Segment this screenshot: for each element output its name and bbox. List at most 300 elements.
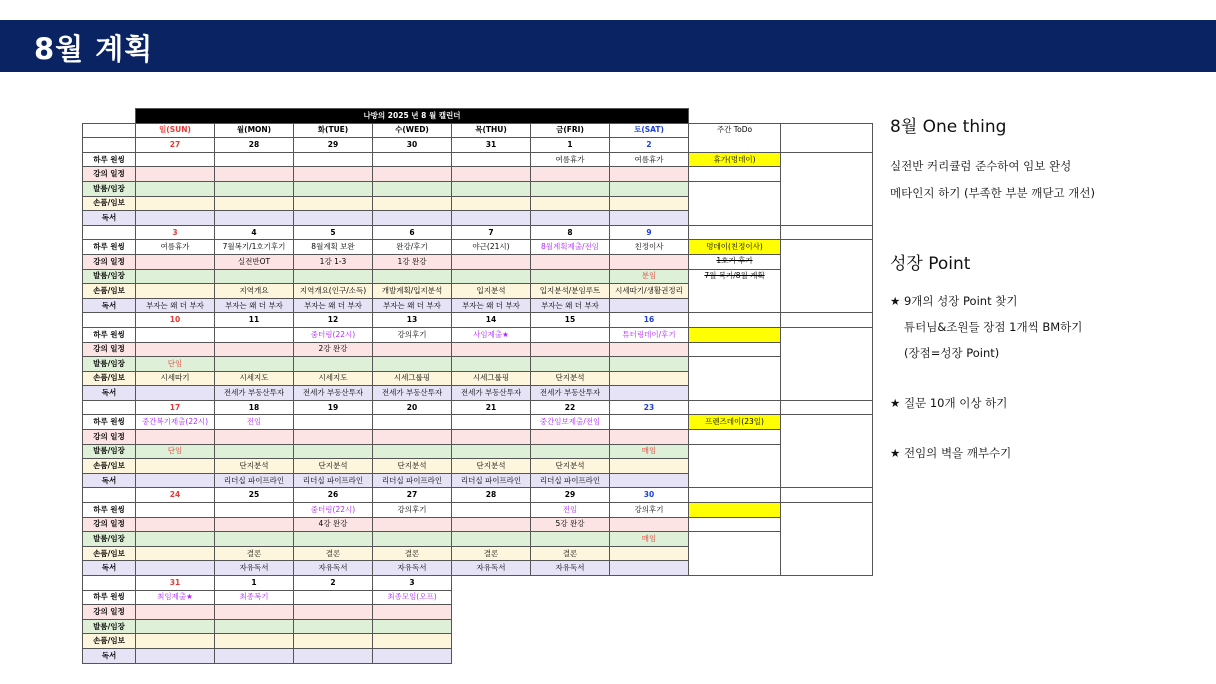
row-label: 발룸/임장 bbox=[83, 619, 136, 634]
day-number: 23 bbox=[610, 400, 689, 415]
empty-cell bbox=[689, 619, 781, 634]
event-cell: 여름휴가 bbox=[136, 240, 215, 255]
event-cell: 8월계획 보완 bbox=[294, 240, 373, 255]
event-cell: 부자는 왜 더 부자 bbox=[452, 298, 531, 313]
event-cell: 전임 bbox=[215, 415, 294, 430]
day-number: 6 bbox=[373, 225, 452, 240]
event-cell bbox=[531, 357, 610, 372]
event-cell: 단지분석 bbox=[373, 459, 452, 474]
event-cell bbox=[294, 357, 373, 372]
todo-cell bbox=[689, 225, 781, 240]
event-cell bbox=[531, 254, 610, 269]
event-cell bbox=[136, 473, 215, 488]
event-cell bbox=[452, 196, 531, 211]
weekday-header: 화(TUE) bbox=[294, 123, 373, 138]
event-cell bbox=[452, 444, 531, 459]
event-cell: 전세가 부동산투자 bbox=[373, 386, 452, 401]
event-cell bbox=[294, 634, 373, 649]
event-cell bbox=[136, 459, 215, 474]
event-cell bbox=[610, 167, 689, 182]
todo-extra bbox=[781, 327, 873, 400]
day-number: 2 bbox=[294, 576, 373, 591]
event-cell: 튜터링데이/후기 bbox=[610, 327, 689, 342]
event-cell bbox=[215, 342, 294, 357]
todo-cell: 휴가(멍데이) bbox=[689, 152, 781, 167]
day-number: 29 bbox=[531, 488, 610, 503]
day-number: 5 bbox=[294, 225, 373, 240]
event-cell bbox=[373, 415, 452, 430]
event-cell bbox=[373, 269, 452, 284]
todo-extra bbox=[781, 415, 873, 488]
day-number: 24 bbox=[136, 488, 215, 503]
empty-cell bbox=[452, 590, 531, 605]
corner-cell bbox=[83, 488, 136, 503]
event-cell bbox=[610, 357, 689, 372]
todo-cell bbox=[689, 430, 781, 445]
empty-cell bbox=[610, 619, 689, 634]
day-number: 20 bbox=[373, 400, 452, 415]
event-cell bbox=[136, 284, 215, 299]
empty-cell bbox=[689, 576, 781, 591]
event-cell bbox=[610, 298, 689, 313]
event-cell: 시세따기/생활권정리 bbox=[610, 284, 689, 299]
day-number: 27 bbox=[136, 138, 215, 153]
event-cell: 중간임보제출/전임 bbox=[531, 415, 610, 430]
todo-cell bbox=[689, 444, 781, 488]
event-cell bbox=[215, 605, 294, 620]
growth-line: ★ 9개의 성장 Point 찾기 bbox=[890, 294, 1018, 308]
event-cell bbox=[136, 517, 215, 532]
growth-title: 성장 Point bbox=[890, 254, 971, 274]
event-cell bbox=[294, 415, 373, 430]
day-number: 17 bbox=[136, 400, 215, 415]
event-cell bbox=[610, 546, 689, 561]
weekday-header: 목(THU) bbox=[452, 123, 531, 138]
empty-cell bbox=[531, 648, 610, 663]
event-cell: 완강/후기 bbox=[373, 240, 452, 255]
event-cell bbox=[610, 415, 689, 430]
event-cell: 자유독서 bbox=[531, 561, 610, 576]
event-cell bbox=[531, 167, 610, 182]
empty-cell bbox=[610, 576, 689, 591]
todo-cell: 멍데이(친정이사) bbox=[689, 240, 781, 255]
event-cell: 지역개요 bbox=[215, 284, 294, 299]
event-cell bbox=[294, 430, 373, 445]
row-label: 강의 일정 bbox=[83, 254, 136, 269]
todo-extra bbox=[781, 225, 873, 240]
event-cell bbox=[610, 196, 689, 211]
day-number: 22 bbox=[531, 400, 610, 415]
event-cell bbox=[294, 196, 373, 211]
empty-cell bbox=[689, 605, 781, 620]
empty-cell bbox=[452, 634, 531, 649]
row-label: 손품/임보 bbox=[83, 634, 136, 649]
day-number: 31 bbox=[452, 138, 531, 153]
event-cell: 시세따기 bbox=[136, 371, 215, 386]
event-cell: 전세가 부동산투자 bbox=[452, 386, 531, 401]
event-cell: 자유독서 bbox=[373, 561, 452, 576]
event-cell bbox=[215, 357, 294, 372]
todo-extra bbox=[781, 240, 873, 313]
event-cell: 중간복기제출(22시) bbox=[136, 415, 215, 430]
event-cell bbox=[610, 211, 689, 226]
event-cell: 리더십 파이프라인 bbox=[215, 473, 294, 488]
event-cell: 사임제출★ bbox=[452, 327, 531, 342]
event-cell bbox=[136, 503, 215, 518]
day-number: 4 bbox=[215, 225, 294, 240]
event-cell bbox=[373, 152, 452, 167]
event-cell bbox=[215, 444, 294, 459]
event-cell: 부자는 왜 더 부자 bbox=[373, 298, 452, 313]
event-cell bbox=[373, 444, 452, 459]
event-cell bbox=[136, 634, 215, 649]
one-thing-line: 메타인지 하기 (부족한 부분 깨닫고 개선) bbox=[890, 186, 1095, 200]
event-cell bbox=[136, 386, 215, 401]
day-number: 28 bbox=[215, 138, 294, 153]
event-cell bbox=[294, 269, 373, 284]
event-cell bbox=[610, 473, 689, 488]
question-goal: ★ 질문 10개 이상 하기 bbox=[890, 396, 1008, 410]
event-cell bbox=[136, 327, 215, 342]
empty-cell bbox=[781, 590, 873, 605]
event-cell: 입지분석 bbox=[452, 284, 531, 299]
event-cell bbox=[610, 254, 689, 269]
page-header bbox=[0, 20, 1216, 72]
day-number: 10 bbox=[136, 313, 215, 328]
day-number: 13 bbox=[373, 313, 452, 328]
day-number: 26 bbox=[294, 488, 373, 503]
row-label: 독서 bbox=[83, 473, 136, 488]
todo-cell bbox=[689, 488, 781, 503]
event-cell: 전세가 부동산투자 bbox=[531, 386, 610, 401]
event-cell bbox=[531, 444, 610, 459]
event-cell bbox=[294, 619, 373, 634]
empty-cell bbox=[531, 576, 610, 591]
weekday-header: 금(FRI) bbox=[531, 123, 610, 138]
todo-extra bbox=[781, 400, 873, 415]
event-cell bbox=[452, 167, 531, 182]
event-cell bbox=[136, 269, 215, 284]
event-cell bbox=[215, 327, 294, 342]
event-cell: 부자는 왜 더 부자 bbox=[215, 298, 294, 313]
event-cell: 부자는 왜 더 부자 bbox=[294, 298, 373, 313]
event-cell bbox=[215, 648, 294, 663]
day-number: 14 bbox=[452, 313, 531, 328]
day-number: 27 bbox=[373, 488, 452, 503]
event-cell bbox=[373, 167, 452, 182]
event-cell: 여름휴가 bbox=[531, 152, 610, 167]
event-cell: 시세그룹핑 bbox=[373, 371, 452, 386]
event-cell: 결론 bbox=[452, 546, 531, 561]
row-label: 하루 원씽 bbox=[83, 240, 136, 255]
empty-cell bbox=[781, 634, 873, 649]
event-cell: 부자는 왜 더 부자 bbox=[531, 298, 610, 313]
event-cell bbox=[452, 181, 531, 196]
empty-cell bbox=[781, 619, 873, 634]
event-cell: 1강 1-3 bbox=[294, 254, 373, 269]
event-cell: 줌터링(22시) bbox=[294, 503, 373, 518]
event-cell: 전세가 부동산투자 bbox=[215, 386, 294, 401]
event-cell bbox=[373, 634, 452, 649]
row-label: 손품/임보 bbox=[83, 196, 136, 211]
row-label: 발룸/임장 bbox=[83, 444, 136, 459]
event-cell: 개발계획/입지분석 bbox=[373, 284, 452, 299]
empty-cell bbox=[610, 605, 689, 620]
corner-cell bbox=[83, 400, 136, 415]
event-cell: 줌터링(22시) bbox=[294, 327, 373, 342]
row-label: 독서 bbox=[83, 648, 136, 663]
event-cell bbox=[610, 342, 689, 357]
empty-cell bbox=[781, 605, 873, 620]
event-cell bbox=[294, 648, 373, 663]
event-cell: 강의후기 bbox=[610, 503, 689, 518]
empty-cell bbox=[781, 648, 873, 663]
row-label: 하루 원씽 bbox=[83, 590, 136, 605]
event-cell bbox=[452, 342, 531, 357]
event-cell: 매임 bbox=[610, 532, 689, 547]
row-label: 독서 bbox=[83, 386, 136, 401]
event-cell: 단임 bbox=[136, 444, 215, 459]
event-cell bbox=[136, 648, 215, 663]
row-label: 강의 일정 bbox=[83, 342, 136, 357]
event-cell bbox=[294, 211, 373, 226]
event-cell bbox=[610, 371, 689, 386]
event-cell: 입지분석/분임루트 bbox=[531, 284, 610, 299]
event-cell bbox=[136, 167, 215, 182]
event-cell bbox=[452, 152, 531, 167]
event-cell: 단지분석 bbox=[531, 459, 610, 474]
event-cell bbox=[610, 386, 689, 401]
day-number: 25 bbox=[215, 488, 294, 503]
event-cell: 실전반OT bbox=[215, 254, 294, 269]
event-cell bbox=[294, 152, 373, 167]
event-cell bbox=[294, 590, 373, 605]
day-number: 8 bbox=[531, 225, 610, 240]
side-panel bbox=[890, 112, 1095, 461]
row-label: 하루 원씽 bbox=[83, 152, 136, 167]
event-cell bbox=[531, 269, 610, 284]
event-cell bbox=[452, 517, 531, 532]
event-cell: 8월계획제출/전임 bbox=[531, 240, 610, 255]
day-number: 30 bbox=[610, 488, 689, 503]
event-cell: 결론 bbox=[215, 546, 294, 561]
event-cell: 여름휴가 bbox=[610, 152, 689, 167]
todo-cell bbox=[689, 357, 781, 401]
todo-cell bbox=[689, 167, 781, 182]
page-title: 8월 계획 bbox=[34, 32, 154, 66]
one-thing-title: 8월 One thing bbox=[890, 117, 1007, 137]
event-cell bbox=[136, 181, 215, 196]
row-label: 하루 원씽 bbox=[83, 327, 136, 342]
todo-cell bbox=[689, 517, 781, 532]
event-cell bbox=[136, 605, 215, 620]
todo-cell: 프렌즈데이(23일) bbox=[689, 415, 781, 430]
event-cell bbox=[373, 357, 452, 372]
event-cell: 시세지도 bbox=[215, 371, 294, 386]
day-number: 3 bbox=[136, 225, 215, 240]
weekday-header: 수(WED) bbox=[373, 123, 452, 138]
event-cell: 리더십 파이프라인 bbox=[452, 473, 531, 488]
row-label: 하루 원씽 bbox=[83, 503, 136, 518]
wall-goal: ★ 전임의 벽을 깨부수기 bbox=[890, 446, 1012, 460]
event-cell: 단임 bbox=[136, 357, 215, 372]
event-cell bbox=[136, 546, 215, 561]
day-number: 2 bbox=[610, 138, 689, 153]
event-cell bbox=[373, 605, 452, 620]
empty-cell bbox=[452, 605, 531, 620]
event-cell: 4강 완강 bbox=[294, 517, 373, 532]
event-cell: 단지분석 bbox=[452, 459, 531, 474]
row-label: 손품/임보 bbox=[83, 371, 136, 386]
event-cell: 자유독서 bbox=[452, 561, 531, 576]
day-number: 12 bbox=[294, 313, 373, 328]
row-label: 손품/임보 bbox=[83, 546, 136, 561]
todo-cell: 7월 복기/8월 계획 bbox=[689, 269, 781, 313]
day-number: 28 bbox=[452, 488, 531, 503]
todo-extra bbox=[781, 313, 873, 328]
event-cell bbox=[452, 415, 531, 430]
event-cell bbox=[294, 605, 373, 620]
day-number: 15 bbox=[531, 313, 610, 328]
corner-cell bbox=[83, 313, 136, 328]
event-cell bbox=[215, 211, 294, 226]
event-cell bbox=[215, 152, 294, 167]
event-cell bbox=[452, 503, 531, 518]
event-cell bbox=[531, 181, 610, 196]
day-number: 18 bbox=[215, 400, 294, 415]
calendar-title: 나방의 2025 년 8 월 캘린더 bbox=[136, 109, 689, 124]
event-cell: 2강 완강 bbox=[294, 342, 373, 357]
todo-cell bbox=[689, 327, 781, 342]
calendar-table bbox=[82, 108, 873, 664]
corner-cell bbox=[83, 138, 136, 153]
event-cell: 결론 bbox=[373, 546, 452, 561]
empty-cell bbox=[689, 648, 781, 663]
todo-extra bbox=[781, 152, 873, 225]
todo-extra bbox=[781, 503, 873, 576]
event-cell: 친정이사 bbox=[610, 240, 689, 255]
event-cell bbox=[531, 532, 610, 547]
event-cell bbox=[136, 254, 215, 269]
event-cell bbox=[452, 211, 531, 226]
event-cell: 분임 bbox=[610, 269, 689, 284]
row-label: 독서 bbox=[83, 298, 136, 313]
event-cell bbox=[215, 517, 294, 532]
todo-extra bbox=[781, 488, 873, 503]
event-cell bbox=[373, 196, 452, 211]
event-cell bbox=[294, 532, 373, 547]
event-cell: 시세그룹핑 bbox=[452, 371, 531, 386]
event-cell bbox=[610, 561, 689, 576]
event-cell: 1강 완강 bbox=[373, 254, 452, 269]
event-cell bbox=[215, 532, 294, 547]
event-cell: 강의후기 bbox=[373, 503, 452, 518]
growth-line: (장점=성장 Point) bbox=[904, 346, 1000, 360]
event-cell bbox=[215, 196, 294, 211]
empty-cell bbox=[531, 605, 610, 620]
day-number: 16 bbox=[610, 313, 689, 328]
event-cell: 전임 bbox=[531, 503, 610, 518]
event-cell bbox=[452, 430, 531, 445]
one-thing-line: 실전반 커리큘럼 준수하여 임보 완성 bbox=[890, 159, 1072, 173]
event-cell: 결론 bbox=[531, 546, 610, 561]
event-cell bbox=[531, 196, 610, 211]
event-cell bbox=[294, 181, 373, 196]
row-label: 발룸/임장 bbox=[83, 269, 136, 284]
event-cell: 자유독서 bbox=[294, 561, 373, 576]
event-cell bbox=[136, 342, 215, 357]
event-cell: 결론 bbox=[294, 546, 373, 561]
day-number: 29 bbox=[294, 138, 373, 153]
row-label: 강의 일정 bbox=[83, 167, 136, 182]
event-cell bbox=[610, 430, 689, 445]
event-cell bbox=[215, 181, 294, 196]
event-cell bbox=[215, 503, 294, 518]
row-label: 강의 일정 bbox=[83, 605, 136, 620]
empty-cell bbox=[531, 634, 610, 649]
empty-cell bbox=[781, 576, 873, 591]
event-cell bbox=[531, 327, 610, 342]
event-cell bbox=[610, 181, 689, 196]
day-number: 31 bbox=[136, 576, 215, 591]
event-cell bbox=[136, 619, 215, 634]
row-label: 발룸/임장 bbox=[83, 181, 136, 196]
todo-cell bbox=[689, 181, 781, 225]
empty-cell bbox=[452, 619, 531, 634]
empty-cell bbox=[610, 634, 689, 649]
day-number: 7 bbox=[452, 225, 531, 240]
day-number: 1 bbox=[531, 138, 610, 153]
event-cell bbox=[531, 211, 610, 226]
empty-cell bbox=[531, 619, 610, 634]
event-cell: 전세가 부동산투자 bbox=[294, 386, 373, 401]
event-cell bbox=[531, 430, 610, 445]
row-label: 손품/임보 bbox=[83, 284, 136, 299]
event-cell bbox=[452, 357, 531, 372]
event-cell bbox=[373, 430, 452, 445]
event-cell bbox=[373, 619, 452, 634]
event-cell: 최임제출★ bbox=[136, 590, 215, 605]
event-cell bbox=[215, 619, 294, 634]
row-label: 발룸/임장 bbox=[83, 532, 136, 547]
event-cell bbox=[215, 269, 294, 284]
event-cell bbox=[294, 444, 373, 459]
event-cell bbox=[136, 152, 215, 167]
todo-cell bbox=[689, 400, 781, 415]
event-cell: 자유독서 bbox=[215, 561, 294, 576]
event-cell: 리더십 파이프라인 bbox=[373, 473, 452, 488]
event-cell: 단지분석 bbox=[294, 459, 373, 474]
event-cell bbox=[373, 648, 452, 663]
event-cell bbox=[373, 532, 452, 547]
corner-cell bbox=[83, 225, 136, 240]
empty-cell bbox=[610, 648, 689, 663]
event-cell bbox=[215, 167, 294, 182]
event-cell: 강의후기 bbox=[373, 327, 452, 342]
row-label: 강의 일정 bbox=[83, 430, 136, 445]
event-cell bbox=[373, 181, 452, 196]
row-label: 손품/임보 bbox=[83, 459, 136, 474]
event-cell bbox=[373, 342, 452, 357]
todo-cell bbox=[689, 503, 781, 518]
row-label: 발룸/임장 bbox=[83, 357, 136, 372]
event-cell: 리더십 파이프라인 bbox=[531, 473, 610, 488]
event-cell bbox=[215, 634, 294, 649]
event-cell: 최종모임(오프) bbox=[373, 590, 452, 605]
todo-cell: 1호기 후기 bbox=[689, 254, 781, 269]
event-cell bbox=[373, 211, 452, 226]
event-cell: 최종복기 bbox=[215, 590, 294, 605]
